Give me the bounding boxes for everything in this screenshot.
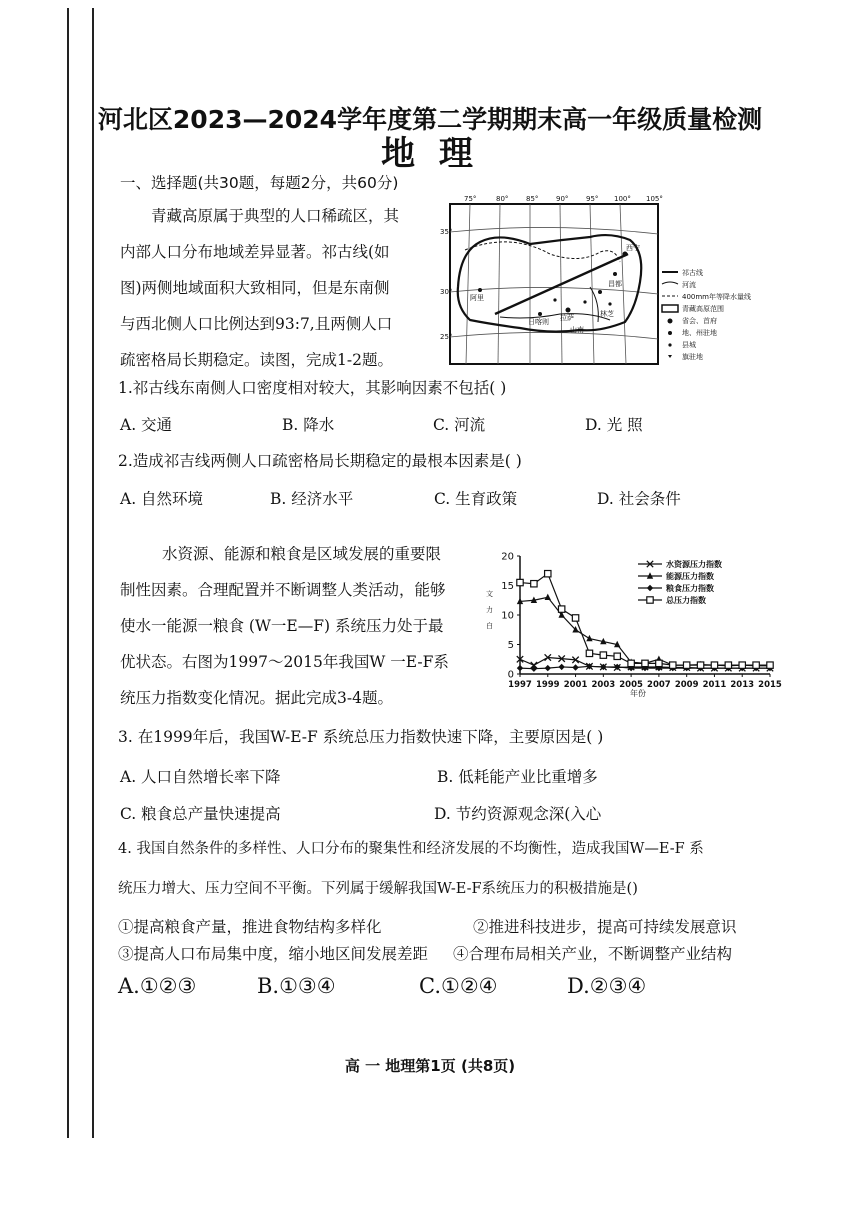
data-point: [656, 660, 662, 666]
legend-label: 水资源压力指数: [666, 560, 722, 569]
lon-label: 80°: [496, 195, 509, 203]
q1-option-b[interactable]: B. 降水: [282, 416, 335, 434]
data-point: [586, 635, 592, 641]
data-point: [767, 662, 773, 668]
passage-2-line: 优状态。右图为1997～2015年我国W 一E-F系: [120, 653, 449, 671]
data-point: [531, 665, 537, 671]
lon-label: 95°: [586, 195, 599, 203]
wef-pressure-chart: [478, 548, 782, 700]
lat-label: 30°: [440, 288, 453, 296]
svg-text:县城: 县城: [682, 341, 696, 349]
q4-item-3: ③提高人口布局集中度，缩小地区间发展差距: [118, 945, 429, 963]
q1-option-c[interactable]: C. 河流: [433, 416, 486, 434]
q1-option-a[interactable]: A. 交通: [120, 416, 173, 434]
q4-option-c[interactable]: C.①②④: [419, 974, 498, 998]
x-tick-label: 2011: [702, 680, 727, 690]
q3-option-a[interactable]: A. 人口自然增长率下降: [120, 768, 281, 786]
data-point: [517, 579, 523, 585]
subject-title: 地 理: [381, 134, 479, 174]
x-tick-label: 2013: [730, 680, 755, 690]
q2-option-a[interactable]: A. 自然环境: [120, 490, 204, 508]
binding-line-left: [67, 8, 69, 1138]
data-point: [647, 585, 653, 591]
x-tick-label: 2007: [647, 680, 671, 690]
data-point: [545, 665, 551, 671]
data-point: [670, 662, 676, 668]
x-tick-label: 2005: [619, 680, 643, 690]
page-footer: 高 一 地理第1页 (共8页): [344, 1057, 516, 1075]
data-point: [753, 662, 759, 668]
passage-1-line: 内部人口分布地域差异显著。祁古线(如: [120, 243, 390, 261]
lon-label: 100°: [614, 195, 631, 203]
q4-option-b[interactable]: B.①③④: [257, 974, 336, 998]
data-point: [558, 606, 564, 612]
legend-label: 能源压力指数: [666, 572, 714, 581]
question-2-stem: 2.造成祁吉线两侧人口疏密格局长期稳定的最根本因素是( ): [118, 452, 522, 470]
lon-label: 75°: [464, 195, 477, 203]
data-point: [739, 662, 745, 668]
place-label: 山南: [570, 326, 584, 334]
q4-item-4: ④合理布局相关产业，不断调整产业结构: [453, 945, 733, 963]
question-4-stem-line1: 4. 我国自然条件的多样性、人口分布的聚集性和经济发展的不均衡性，造成我国W—E-F 系: [118, 841, 704, 857]
svg-text:400mm年等降水量线: 400mm年等降水量线: [682, 293, 751, 301]
place-label: 阿里: [470, 294, 484, 302]
q2-option-b[interactable]: B. 经济水平: [270, 490, 354, 508]
y-tick-label: 20: [501, 551, 514, 563]
data-point: [697, 662, 703, 668]
place-label: 日喀则: [528, 318, 549, 326]
data-point: [642, 660, 648, 666]
q4-item-2: ②推进科技进步，提高可持续发展意识: [473, 918, 737, 936]
x-tick-label: 2003: [591, 680, 616, 690]
series-line: [520, 597, 770, 665]
legend-label: 总压力指数: [666, 596, 706, 605]
exam-title: 河北区2023—2024学年度第二学期期末高一年级质量检测: [97, 105, 763, 134]
svg-text:青藏高原范围: 青藏高原范围: [682, 305, 724, 313]
passage-1-line: 青藏高原属于典型的人口稀疏区，其: [151, 207, 400, 225]
section-heading: 一、选择题(共30题，每题2分，共60分): [120, 174, 399, 192]
svg-text:省会、首府: 省会、首府: [682, 317, 717, 325]
question-3-stem: 3. 在1999年后，我国W-E-F 系统总压力指数快速下降，主要原因是( ): [118, 728, 604, 746]
lat-label: 25°: [440, 333, 453, 341]
map-frame: [450, 204, 658, 364]
passage-1-line: 图)两侧地域面积大致相同，但是东南侧: [120, 279, 390, 297]
svg-text:旗驻地: 旗驻地: [682, 353, 703, 361]
map-legend: [662, 268, 751, 361]
data-point: [572, 615, 578, 621]
data-point: [600, 652, 606, 658]
legend-label: 粮食压力指数: [666, 584, 714, 593]
data-point: [545, 571, 551, 577]
data-point: [572, 664, 578, 670]
q3-option-c[interactable]: C. 粮食总产量快速提高: [120, 805, 281, 823]
place-label: 昌都: [608, 280, 622, 288]
q4-option-a[interactable]: A.①②③: [118, 974, 197, 998]
data-point: [614, 653, 620, 659]
passage-2-line: 使水一能源一粮食 (W一E—F) 系统压力处于最: [120, 617, 444, 635]
passage-1-line: 与西北侧人口比例达到93:7,且两侧人口: [120, 315, 393, 333]
q1-option-d[interactable]: D. 光 照: [585, 416, 643, 434]
y-tick-label: 0: [507, 669, 514, 681]
passage-2: [120, 536, 480, 716]
data-point: [545, 594, 551, 600]
lon-label: 105°: [646, 195, 663, 203]
x-tick-label: 1997: [508, 680, 532, 690]
data-point: [711, 662, 717, 668]
x-tick-label: 2009: [674, 680, 699, 690]
question-4-stem-line2: 统压力增大、压力空间不平衡。下列属于缓解我国W-E-F系统压力的积极措施是(): [118, 881, 638, 897]
qigu-line-map: [440, 192, 770, 372]
data-point: [628, 660, 634, 666]
q3-option-d[interactable]: D. 节约资源观念深(入心: [434, 805, 602, 823]
passage-2-line: 水资源、能源和粮食是区域发展的重要限: [162, 545, 442, 563]
passage-2-line: 统压力指数变化情况。据此完成3-4题。: [120, 689, 393, 707]
x-tick-label: 1999: [535, 680, 560, 690]
y-axis-label: 力: [486, 606, 493, 614]
passage-1-line: 疏密格局长期稳定。读图，完成1-2题。: [120, 351, 393, 369]
question-1-stem: 1.祁古线东南侧人口密度相对较大，其影响因素不包括( ): [118, 379, 507, 397]
data-point: [531, 581, 537, 587]
x-tick-label: 2015: [758, 680, 782, 690]
q4-item-1: ①提高粮食产量，推进食物结构多样化: [118, 918, 382, 936]
svg-text:祁古线: 祁古线: [682, 269, 703, 277]
q3-option-b[interactable]: B. 低耗能产业比重增多: [437, 768, 598, 786]
svg-text:地、州驻地: 地、州驻地: [682, 329, 717, 337]
place-label: 拉萨: [560, 314, 574, 322]
place-label: 西宁: [626, 244, 640, 252]
lon-label: 90°: [556, 195, 569, 203]
y-tick-label: 10: [501, 610, 514, 622]
q2-option-d[interactable]: D. 社会条件: [597, 490, 681, 508]
y-axis-label: 文: [486, 590, 493, 598]
x-axis-label: 年份: [630, 689, 646, 698]
data-point: [683, 662, 689, 668]
data-point: [558, 664, 564, 670]
binding-line-right: [92, 8, 94, 1138]
lon-label: 85°: [526, 195, 539, 203]
data-point: [586, 650, 592, 656]
lat-label: 35°: [440, 228, 453, 236]
place-label: 林芝: [600, 310, 614, 318]
data-point: [725, 662, 731, 668]
q4-option-d[interactable]: D.②③④: [567, 974, 647, 998]
svg-text:河流: 河流: [682, 281, 696, 289]
y-axis-label: 白: [486, 622, 493, 630]
data-point: [647, 597, 653, 603]
passage-1: [120, 198, 440, 378]
q2-option-c[interactable]: C. 生育政策: [434, 490, 518, 508]
x-tick-label: 2001: [563, 680, 588, 690]
passage-2-line: 制性因素。合理配置并不断调整人类活动，能够: [120, 581, 446, 599]
y-tick-label: 15: [501, 581, 514, 592]
data-point: [517, 665, 523, 671]
y-tick-label: 5: [507, 640, 514, 651]
